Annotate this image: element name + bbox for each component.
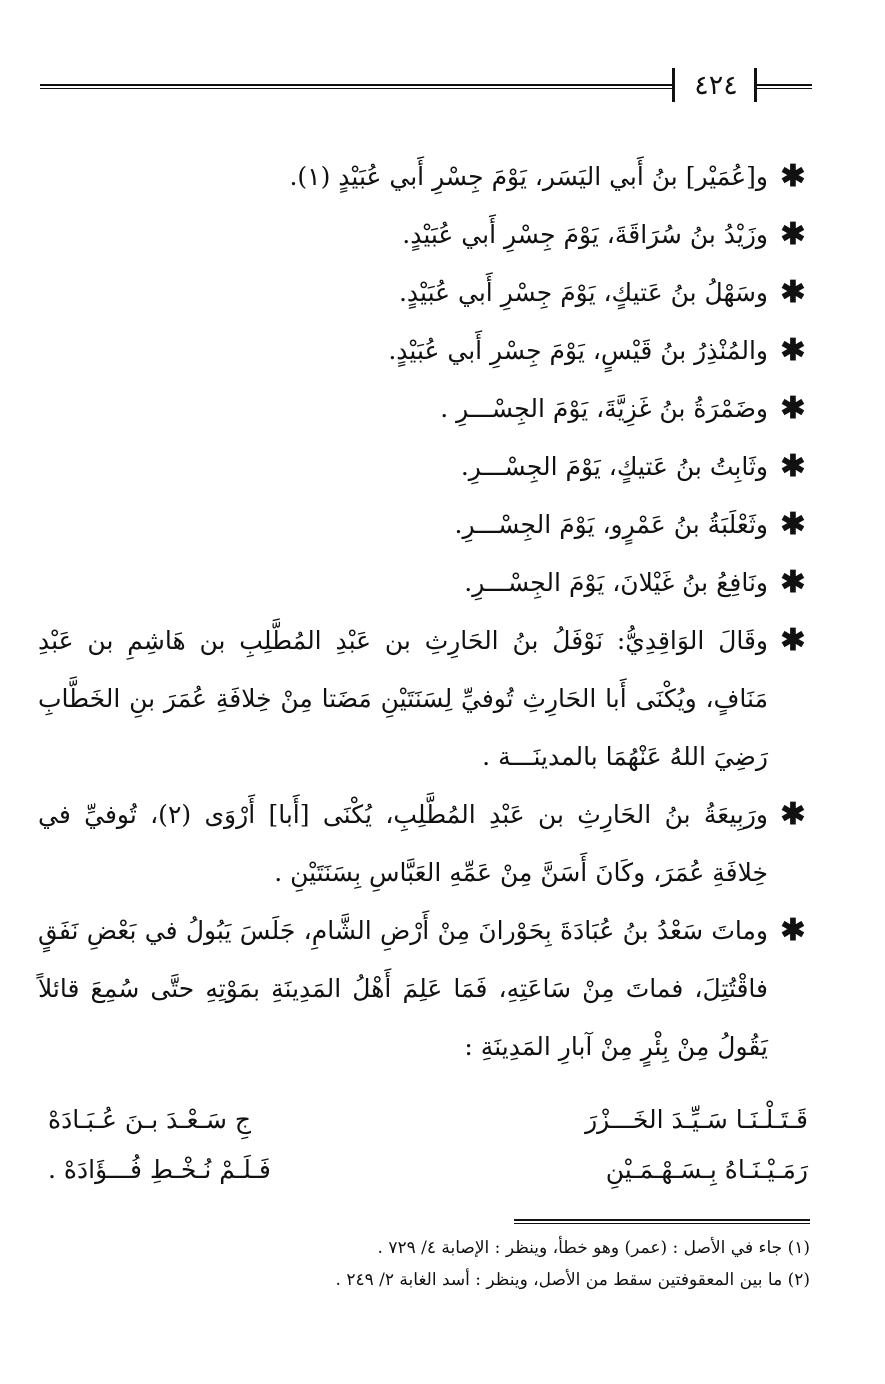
verse-first-hemistich: رَمَـيْـنَـاهُ بِـسَـهْـمَـيْنِ bbox=[605, 1155, 808, 1184]
poem bbox=[48, 1095, 808, 1195]
list-item bbox=[38, 380, 810, 438]
asterisk-icon: ✱ bbox=[780, 391, 806, 426]
entry-text: و[عُمَيْر] بنُ أَبي اليَسَر، يَوْمَ جِسْرِ أَبي عُبَيْدٍ (١). bbox=[289, 162, 768, 191]
asterisk-icon: ✱ bbox=[780, 623, 806, 658]
poem-verse bbox=[48, 1095, 808, 1145]
verse-second-hemistich: فَـلَـمْ نُـخْـطِ فُـــؤَادَهْ . bbox=[48, 1155, 271, 1184]
footnote: (١) جاء في الأصل : (عمر) وهو خطأ، وينظر : الإصابة ٤/ ٧٢٩ . bbox=[377, 1238, 810, 1258]
poem-verse bbox=[48, 1145, 808, 1195]
list-item bbox=[38, 786, 810, 902]
asterisk-icon: ✱ bbox=[780, 507, 806, 542]
list-item bbox=[38, 264, 810, 322]
entry-text: وسَهْلُ بنُ عَتيكٍ، يَوْمَ جِسْرِ أَبي عُبَيْدٍ. bbox=[398, 278, 768, 307]
list-item bbox=[38, 148, 810, 206]
asterisk-icon: ✱ bbox=[780, 159, 806, 194]
list-item bbox=[38, 496, 810, 554]
list-item bbox=[38, 438, 810, 496]
list-item bbox=[38, 612, 810, 786]
header-rule bbox=[40, 84, 672, 89]
entry-text: والمُنْذِرُ بنُ قَيْسٍ، يَوْمَ جِسْرِ أَبي عُبَيْدٍ. bbox=[388, 336, 768, 365]
entry-text: وثَابِتُ بنُ عَتيكٍ، يَوْمَ الجِسْـــرِ. bbox=[460, 452, 768, 481]
asterisk-icon: ✱ bbox=[780, 217, 806, 252]
asterisk-icon: ✱ bbox=[780, 449, 806, 484]
entry-text: وضَمْرَةُ بنُ غَزِيَّةَ، يَوْمَ الجِسْـــرِ . bbox=[440, 394, 768, 423]
entry-text: ونَافِعُ بنُ غَيْلانَ، يَوْمَ الجِسْـــرِ. bbox=[464, 568, 768, 597]
entry-text: وزَيْدُ بنُ سُرَاقَةَ، يَوْمَ جِسْرِ أَبي عُبَيْدٍ. bbox=[402, 220, 768, 249]
page-number: ٤٢٤ bbox=[694, 70, 738, 101]
verse-first-hemistich: قَـتَـلْـنَـا سَـيِّـدَ الخَـــزْرَ bbox=[585, 1105, 808, 1134]
asterisk-icon: ✱ bbox=[780, 913, 806, 948]
footnote: (٢) ما بين المعقوفتين سقط من الأصل، وينظر : أسد الغابة ٢/ ٢٤٩ . bbox=[335, 1270, 810, 1290]
list-item bbox=[38, 554, 810, 612]
verse-second-hemistich: جِ سَـعْـدَ بـنَ عُـبَـادَهْ bbox=[48, 1105, 252, 1134]
asterisk-icon: ✱ bbox=[780, 797, 806, 832]
entry-text: وماتَ سَعْدُ بنُ عُبَادَةَ بِحَوْرانَ مِنْ أَرْضِ الشَّامِ، جَلَسَ يَبُولُ في بَعْضِ نَفَقٍ فاقْتُتِلَ، فماتَ مِنْ سَاعَتِهِ، فَمَا عَلِمَ أَهْلُ المَدِينَةِ بمَوْتِهِ حتَّى سُمِعَ قائلاً يَقُولُ مِنْ بِئْرٍ مِنْ آبارِ المَدِينَةِ : bbox=[38, 916, 768, 1061]
asterisk-icon: ✱ bbox=[780, 275, 806, 310]
page-body bbox=[38, 148, 810, 1076]
entry-text: وقَالَ الوَاقِدِيُّ: نَوْفَلُ بنُ الحَارِثِ بن عَبْدِ المُطَّلِبِ بن هَاشِمِ بن عَبْدِ مَنَافٍ، ويُكْنَى أَبا الحَارِثِ تُوفيِّ لِسَنَتَيْنِ مَضَتا مِنْ خِلافَةِ عُمَرَ بنِ الخَطَّابِ رَضِيَ اللهُ عَنْهُمَا بالمدينَـــة . bbox=[38, 626, 768, 771]
asterisk-icon: ✱ bbox=[780, 333, 806, 368]
header-bar bbox=[672, 68, 675, 102]
entry-text: وثَعْلَبَةُ بنُ عَمْرٍو، يَوْمَ الجِسْـــرِ. bbox=[454, 510, 768, 539]
list-item bbox=[38, 206, 810, 264]
entry-text: ورَبِيعَةُ بنُ الحَارِثِ بن عَبْدِ المُطَّلِبِ، يُكْنَى [أَبا] أَرْوَى (٢)، تُوفيِّ في خِلافَةِ عُمَرَ، وكَانَ أَسَنَّ مِنْ عَمِّهِ العَبَّاسِ بِسَنَتَيْنِ . bbox=[38, 800, 769, 887]
footnotes bbox=[38, 1232, 810, 1296]
list-item bbox=[38, 902, 810, 1076]
asterisk-icon: ✱ bbox=[780, 565, 806, 600]
header-rule bbox=[756, 84, 812, 89]
page-header bbox=[40, 66, 812, 106]
list-item bbox=[38, 322, 810, 380]
footnote-separator bbox=[514, 1219, 810, 1224]
